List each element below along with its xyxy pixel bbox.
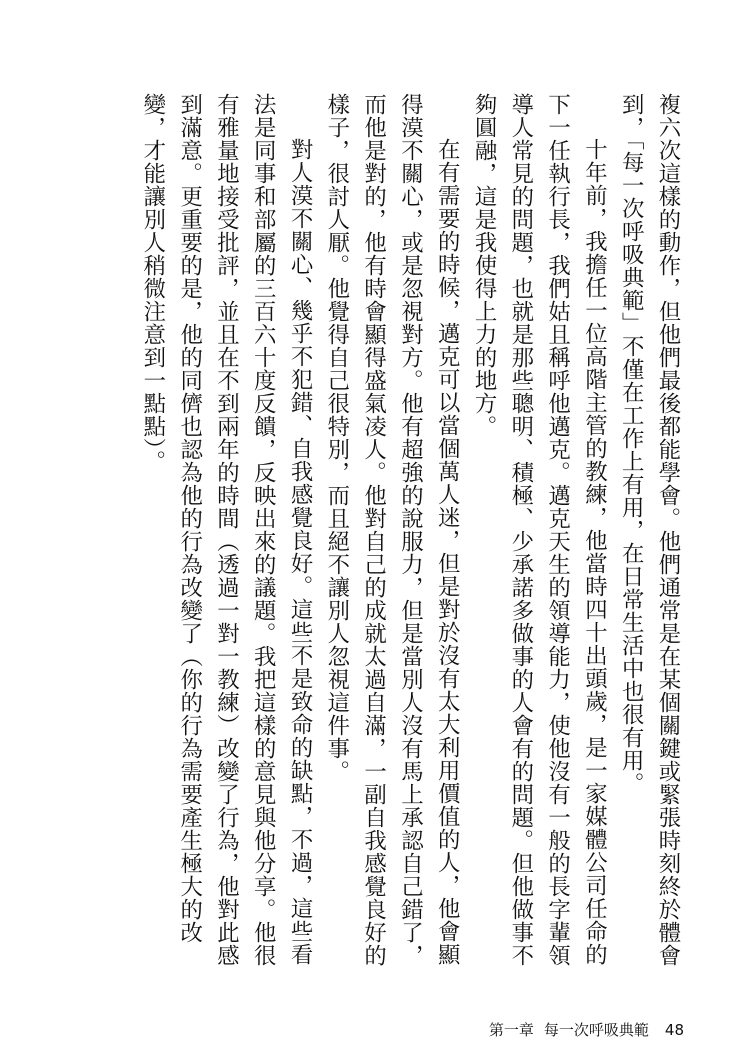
paragraph-2: 十年前，我擔任一位高階主管的教練，他當時四十出頭歲，是一家媒體公司任命的下一任執行長，我們姑且稱呼他邁克。邁克天生的領導能力，使他沒有一般的長字輩領導人常見的問題，也就是那些聰明、積極、少承諾多做事的人會有的問題。但他做事不夠圓融，這是我使得上力的地方。 [471,93,608,967]
paragraph-1: 複六次這樣的動作，但他們最後都能學會。他們通常是在某個關鍵或緊張時刻終於體會到，「每一次呼吸典範」不僅在工作上有用，在日常生活中也很有用。 [618,93,681,967]
chapter-label: 第一章 [488,1021,534,1039]
page-number: 48 [664,1021,684,1039]
paragraph-4: 對人漠不關心、幾乎不犯錯、自我感覺良好。這些不是致命的缺點，不過，這些看法是同事和部屬的三百六十度反饋，反映出來的議題。我把這樣的意見與他分享。他很有雅量地接受批評，並且在不到兩年的時間（透過一對一教練）改變了行為，他對此感到滿意。更重要的是，他的同儕也認為他的行為改變了（你的行為需要產生極大的改變，才能讓別人稍微注意到一點點）。 [139,93,314,967]
page-footer [489,1019,684,1040]
body-text [134,93,686,983]
paragraph-3: 在有需要的時候，邁克可以當個萬人迷，但是對於沒有太大利用價值的人，他會顯得漠不關心，或是忽視對方。他有超強的說服力，但是當別人沒有馬上承認自己錯了，而他是對的，他有時會顯得盛氣凌人。他對自己的成就太過自滿，一副自我感覺良好的樣子，很討人厭。他覺得自己很特別，而且絕不讓別人忽視這件事。 [323,93,461,967]
chapter-title: 每一次呼吸典範 [543,1021,649,1039]
